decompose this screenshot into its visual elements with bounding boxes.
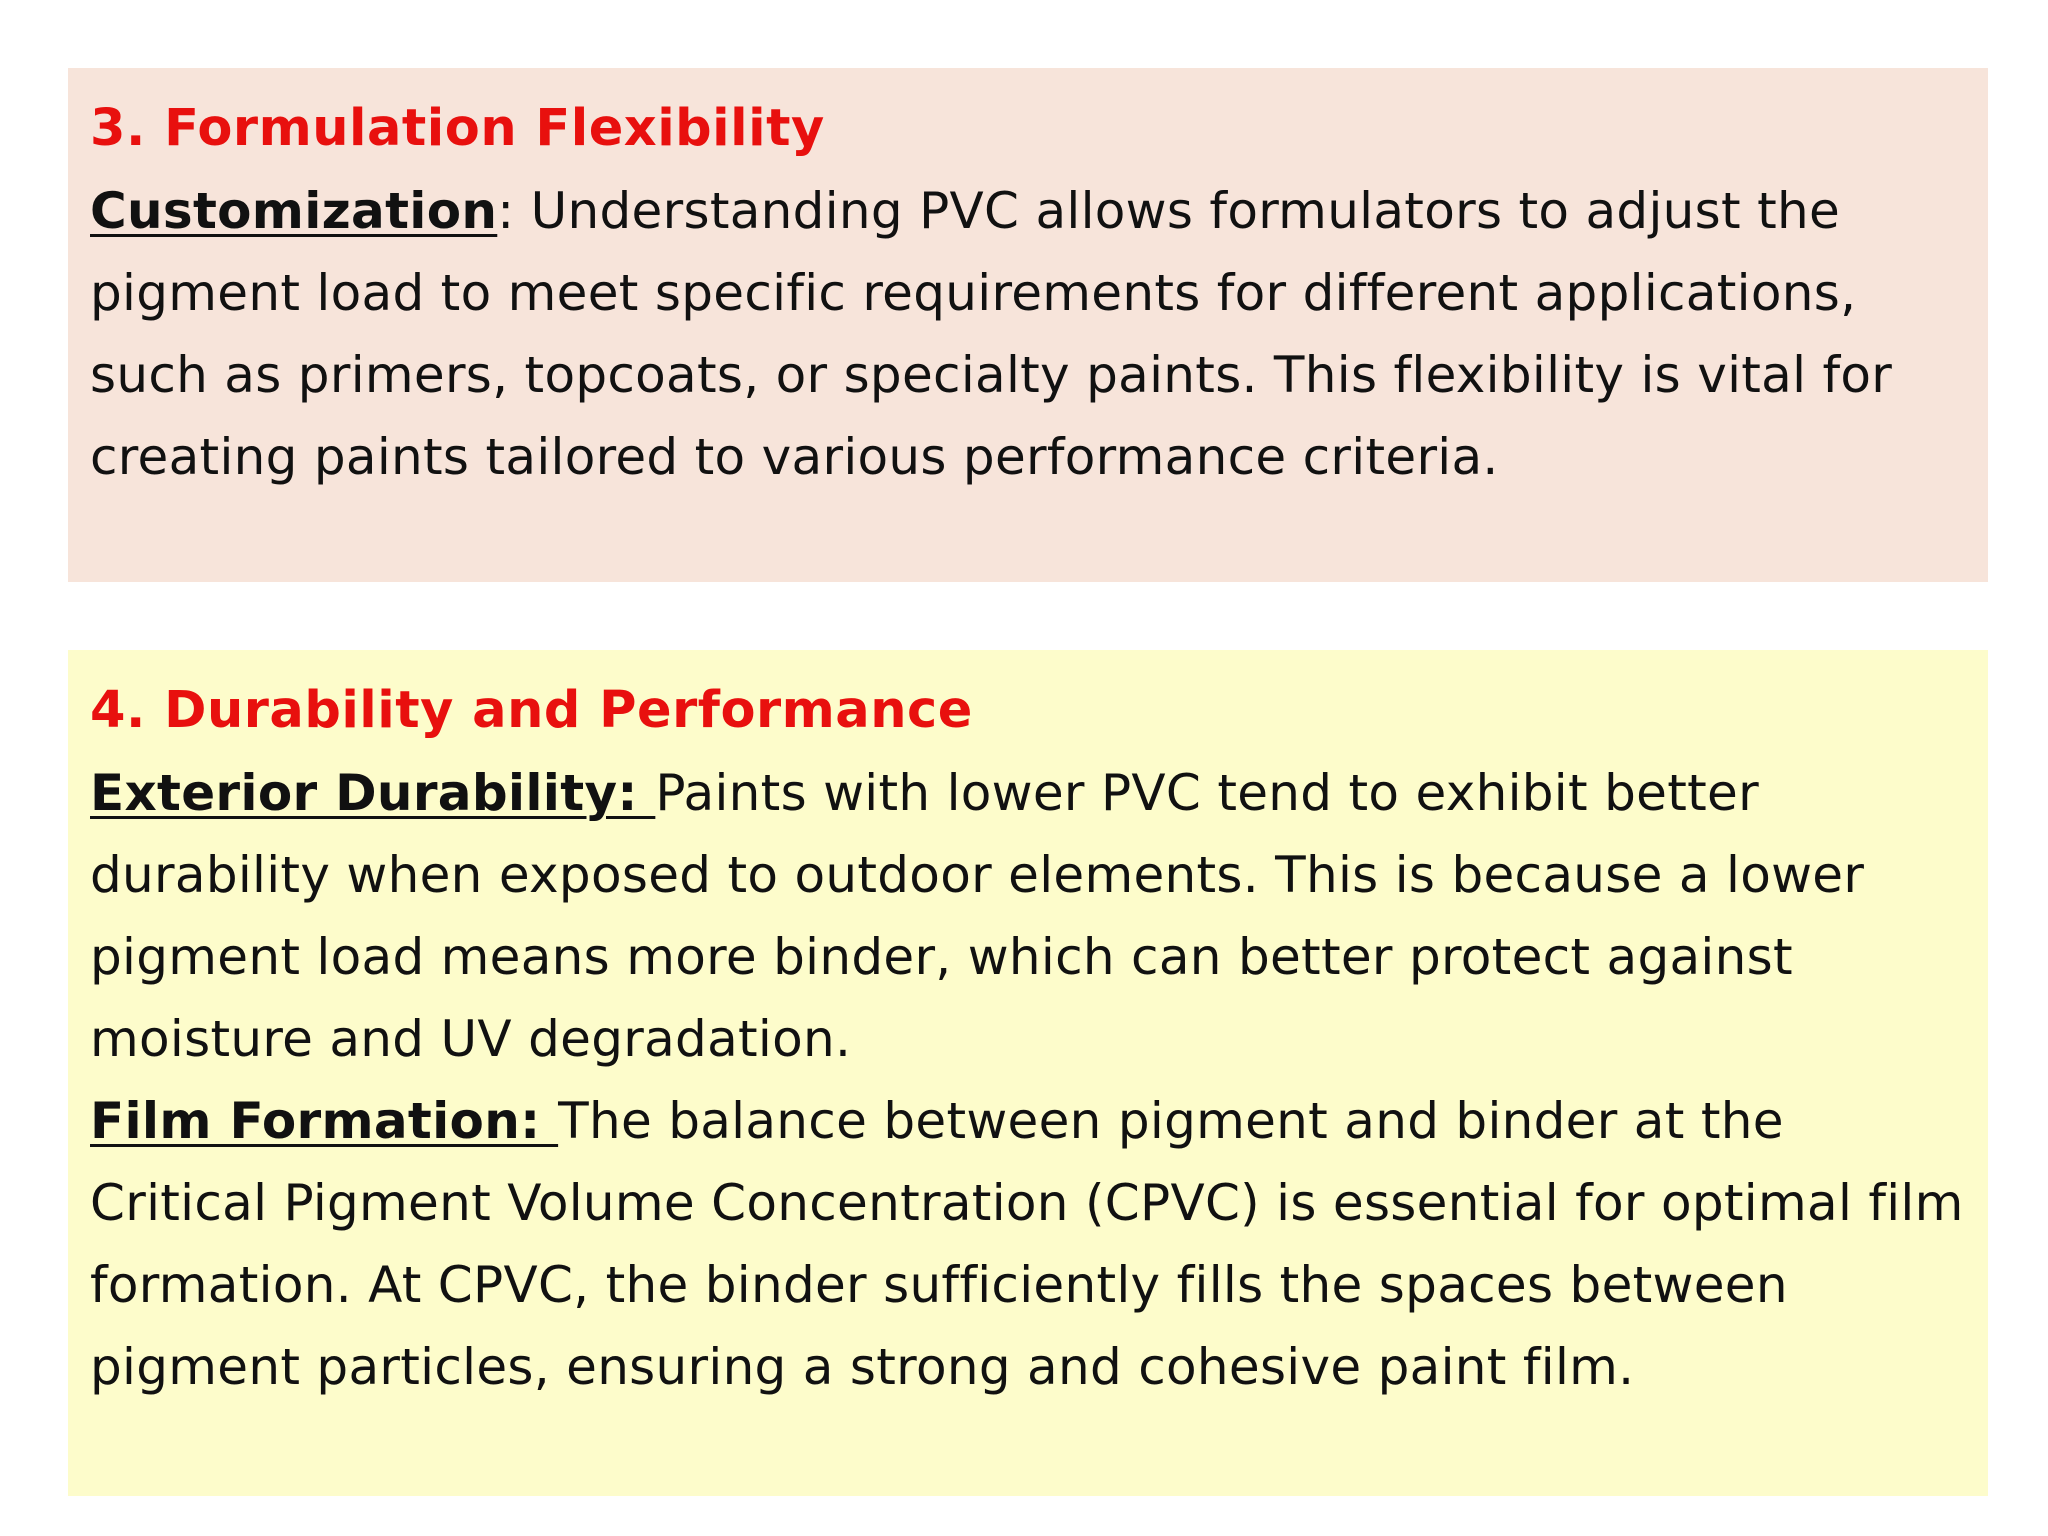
section-heading: 4. Durability and Performance: [90, 681, 973, 740]
section-heading: 3. Formulation Flexibility: [90, 99, 825, 158]
customization-term: Customization: [90, 182, 498, 240]
term-separator: :: [497, 182, 531, 240]
exterior-durability-term: Exterior Durability:: [90, 764, 656, 822]
customization-paragraph: [90, 170, 1966, 498]
film-formation-term: Film Formation:: [90, 1092, 559, 1150]
customization-text: Understanding PVC allows formulators to adjust the pigment load to meet specific requirements for different applications, such as primers, topcoats, or specialty paints. This flexibility is vital for creating paints tailored to various performance criteria.: [90, 182, 1893, 486]
film-formation-paragraph: [90, 1080, 1966, 1408]
durability-performance-box: [68, 650, 1988, 1496]
formulation-flexibility-box: [68, 68, 1988, 582]
film-formation-text: The balance between pigment and binder at the Critical Pigment Volume Concentration (CPVC) is essential for optimal film formation. At CPVC, the binder sufficiently fills the spaces between pigment particles, ensuring a strong and cohesive paint film.: [90, 1092, 1964, 1396]
exterior-durability-paragraph: [90, 752, 1966, 1080]
exterior-durability-text: Paints with lower PVC tend to exhibit better durability when exposed to outdoor elements. This is because a lower pigment load means more binder, which can better protect against moisture and UV degradation.: [90, 764, 1865, 1068]
